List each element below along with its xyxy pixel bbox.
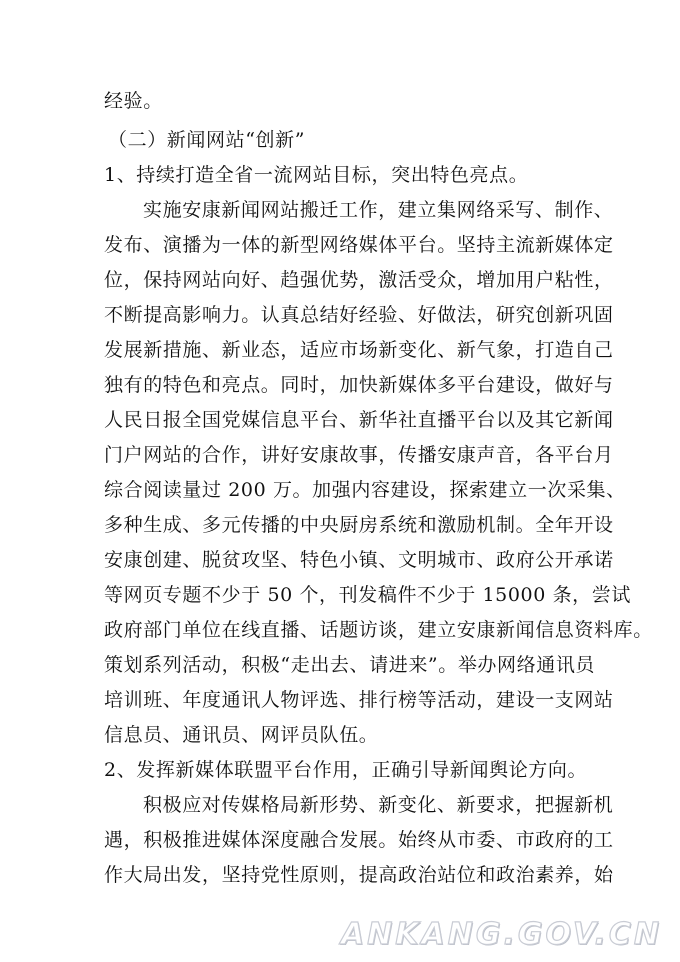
text-line: 遇，积极推进媒体深度融合发展。始终从市委、市政府的工 [104, 829, 614, 851]
text-line: 政府部门单位在线直播、话题访谈，建立安康新闻信息资料库。 [104, 619, 653, 641]
text-line: 不断提高影响力。认真总结好经验、好做法，研究创新巩固 [104, 304, 614, 326]
text-line: 信息员、通讯员、网评员队伍。 [104, 724, 379, 746]
text-line: 综合阅读量过 200 万。加强内容建设，探索建立一次采集、 [104, 479, 626, 501]
text-line: 培训班、年度通讯人物评选、排行榜等活动，建设一支网站 [104, 689, 614, 711]
text-line: 安康创建、脱贫攻坚、特色小镇、文明城市、政府公开承诺 [104, 549, 614, 571]
text-line: 等网页专题不少于 50 个，刊发稿件不少于 15000 条，尝试 [104, 584, 631, 606]
text-line: 位，保持网站向好、趋强优势，激活受众，增加用户粘性， [104, 269, 614, 291]
site-watermark: ANKANG.GOV.CN [340, 917, 662, 952]
text-line: 发展新措施、新业态，适应市场新变化、新气象，打造自己 [104, 339, 614, 361]
text-line: 门户网站的合作，讲好安康故事，传播安康声音，各平台月 [104, 444, 614, 466]
text-line: 经验。 [104, 90, 163, 112]
subsection-heading: 2、发挥新媒体联盟平台作用，正确引导新闻舆论方向。 [104, 759, 588, 781]
section-heading: （二）新闻网站“创新” [108, 129, 306, 151]
text-line: 积极应对传媒格局新形势、新变化、新要求，把握新机 [143, 794, 614, 816]
text-line: 发布、演播为一体的新型网络媒体平台。坚持主流新媒体定 [104, 234, 614, 256]
text-line: 独有的特色和亮点。同时，加快新媒体多平台建设，做好与 [104, 374, 614, 396]
text-line: 作大局出发，坚持党性原则，提高政治站位和政治素养，始 [104, 864, 614, 886]
text-line: 策划系列活动，积极“走出去、请进来”。举办网络通讯员 [104, 654, 596, 676]
text-line: 多种生成、多元传播的中央厨房系统和激励机制。全年开设 [104, 514, 614, 536]
text-line: 实施安康新闻网站搬迁工作，建立集网络采写、制作、 [143, 199, 614, 221]
subsection-heading: 1、持续打造全省一流网站目标，突出特色亮点。 [104, 164, 529, 186]
text-line: 人民日报全国党媒信息平台、新华社直播平台以及其它新闻 [104, 409, 614, 431]
